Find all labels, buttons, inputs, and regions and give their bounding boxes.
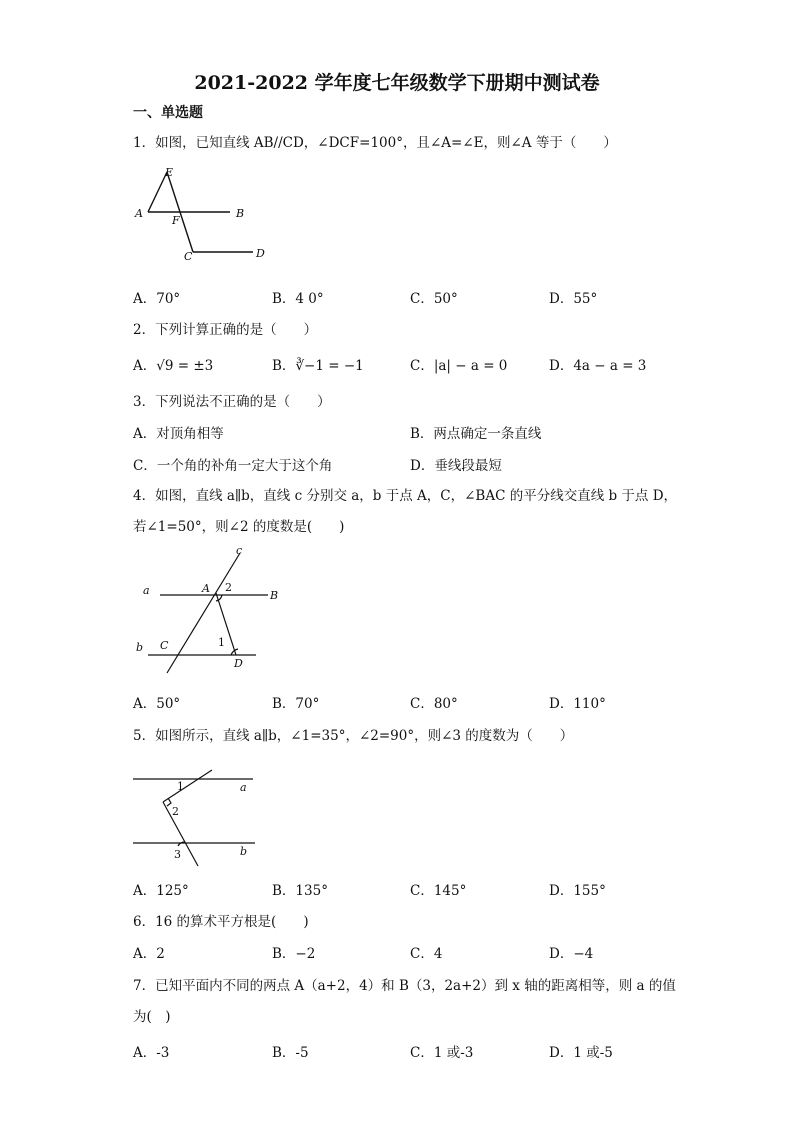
question-6-stem: 6．16 的算术平方根是( ) [133,914,309,930]
question-4-option-d: D．110° [549,696,606,712]
question-2-stem: 2．下列计算正确的是（ ） [133,322,318,338]
question-5-option-c: C．145° [410,883,467,899]
question-3-stem: 3．下列说法不正确的是（ ） [133,394,331,410]
question-2-option-c: C．|a| − a = 0 [410,358,508,374]
question-3-option-d: D．垂线段最短 [410,458,502,474]
label-b: B [236,207,245,220]
label-angle-2: 2 [225,581,232,594]
question-5-option-d: D．155° [549,883,606,899]
label-point-d: D [234,657,243,670]
label-d: D [256,247,265,260]
question-5-figure [130,762,270,872]
question-2-option-d: D．4a − a = 3 [549,358,647,374]
label-angle-2: 2 [172,805,179,818]
label-b-point: B [270,589,279,602]
question-7-stem-line-2: 为( ) [133,1009,171,1025]
question-7-option-a: A．-3 [133,1045,170,1061]
question-3-option-a: A．对顶角相等 [133,426,224,442]
question-3-option-b: B．两点确定一条直线 [410,426,542,442]
question-3-option-c: C．一个角的补角一定大于这个角 [133,458,333,474]
question-1-stem: 1．如图，已知直线 AB//CD，∠DCF=100°，且∠A=∠E，则∠A 等于（ ） [133,135,617,151]
page-title: 2021-2022 学年度七年级数学下册期中测试卷 [194,72,600,94]
question-1-option-d: D．55° [549,291,598,307]
label-e: E [165,166,174,179]
question-7-option-d: D．1 或-5 [549,1045,613,1061]
label-angle-3: 3 [174,848,181,861]
question-4-figure [130,543,300,678]
label-a-line: a [240,781,247,794]
question-1-figure [130,162,290,272]
label-c: C [184,250,193,263]
question-6-option-a: A．2 [133,946,165,962]
label-point-a: A [202,582,210,595]
label-angle-1: 1 [218,636,225,649]
question-4-option-b: B．70° [272,696,320,712]
question-6-option-d: D．−4 [549,946,594,962]
label-a-line: a [143,584,150,597]
question-2-option-a: A．√9 = ±3 [133,358,214,374]
label-b-line: b [136,641,144,654]
question-4-option-a: A．50° [133,696,181,712]
question-6-option-b: B．−2 [272,946,316,962]
section-heading: 一、单选题 [133,105,203,121]
question-4-stem-line-1: 4．如图，直线 a∥b，直线 c 分别交 a，b 于点 A，C，∠BAC 的平分线交直线 b 于点 D， [133,488,678,504]
question-7-option-c: C．1 或-3 [410,1045,474,1061]
question-2-option-b: B．∛−1 = −1 [272,358,364,374]
label-f: F [172,214,180,227]
label-c-line: c [236,544,243,557]
question-5-option-a: A．125° [133,883,189,899]
question-5-stem: 5．如图所示，直线 a∥b，∠1=35°，∠2=90°，则∠3 的度数为（ ） [133,728,574,744]
question-1-option-a: A．70° [133,291,181,307]
question-7-option-b: B．-5 [272,1045,309,1061]
label-angle-1: 1 [177,780,184,793]
label-a: A [135,207,143,220]
question-5-option-b: B．135° [272,883,328,899]
question-6-option-c: C．4 [410,946,443,962]
question-1-option-b: B．4 0° [272,291,324,307]
question-7-stem-line-1: 7．已知平面内不同的两点 A（a+2，4）和 B（3，2a+2）到 x 轴的距离相等，则 a 的值 [133,978,676,994]
question-1-option-c: C．50° [410,291,458,307]
label-b-line: b [240,845,248,858]
question-4-stem-line-2: 若∠1=50°，则∠2 的度数是( ) [133,519,345,535]
ray-upper [163,770,212,802]
question-4-option-c: C．80° [410,696,458,712]
label-point-c: C [160,639,169,652]
